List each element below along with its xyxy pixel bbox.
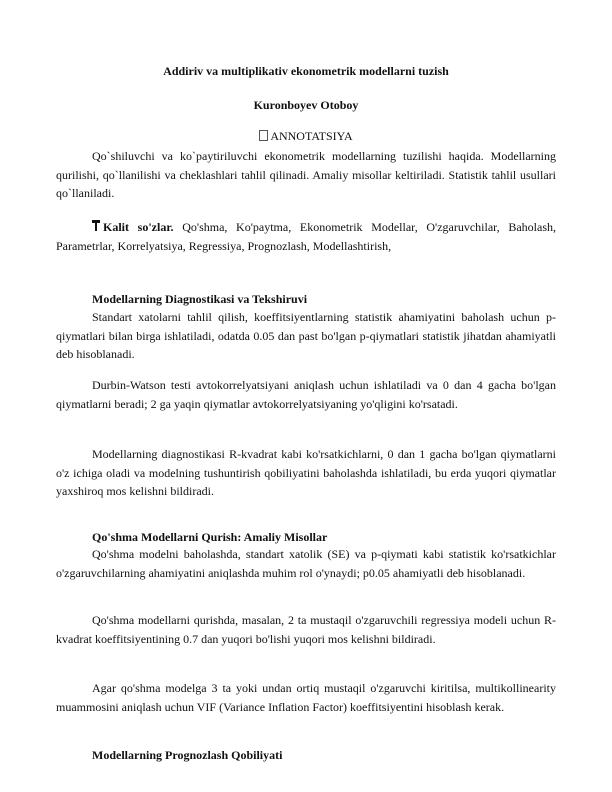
paragraph: Qo'shma modellarni qurishda, masalan, 2 ta mustaqil o'zgaruvchili regressiya modeli uchun R-kvadrat koeffitsiyentining 0.7 dan yuqori bo'lishi yuqori mos kelishni bildiradi. xyxy=(56,613,556,646)
section-heading-diagnostics: Modellarning Diagnostikasi va Tekshiruvi xyxy=(92,292,308,306)
keyword-pin-icon xyxy=(92,220,100,232)
paragraph: Modellarning diagnostikasi R-kvadrat kabi ko'rsatkichlarni, 0 dan 1 gacha bo'lgan qiymatlarni o'z ichiga oladi va modelning tushuntirish qobiliyatini baholashda ishlatiladi, bu erda yuqori qiymatlar yaxshiroq mos kelishni bildiradi. xyxy=(56,447,556,498)
paragraph: Agar qo'shma modelga 3 ta yoki undan ortiq mustaqil o'zgaruvchi kiritilsa, multikollinearity muammosini aniqlash uchun VIF (Variance Inflation Factor) koeffitsiyentini hisoblash kerak. xyxy=(56,681,556,714)
keywords-paragraph xyxy=(56,218,556,255)
annotation-heading-row xyxy=(0,129,612,144)
section-heading-practical-examples: Qo'shma Modellarni Qurish: Amaliy Misollar xyxy=(92,530,328,544)
keywords-label: Kalit so'zlar. xyxy=(103,220,174,234)
annotation-heading: ANNOTATSIYA xyxy=(270,129,353,143)
author-name: Kuronboyev Otoboy xyxy=(253,98,359,112)
keywords-text: Qo'shma, Ko'paytma, Ekonometrik Modellar, O'zgaruvchilar, Baholash, Parametrlar, Korrelyatsiya, Regressiya, Prognozlash, Modellashtirish, xyxy=(56,220,556,253)
annotation-text: Qo`shiluvchi va ko`paytiriluvchi ekonometrik modellarning tuzilishi haqida. Modellarning qurilishi, qo`llanilishi va cheklashlari tahlil qilinadi. Amaliy misollar keltiriladi. Statistik tahlil usullari qo`llaniladi. xyxy=(56,149,556,200)
placeholder-glyph-icon xyxy=(259,130,268,141)
paper-title: Addiriv va multiplikativ ekonometrik modellarni tuzish xyxy=(163,64,449,78)
paragraph: Standart xatolarni tahlil qilish, koeffitsiyentlarning statistik ahamiyatini baholash uchun p-qiymatlari bilan birga ishlatiladi, odatda 0.05 dan past bo'lgan p-qiymatlari statistik jihatdan ahamiyatli deb hisoblanadi. xyxy=(56,310,556,361)
paragraph: Qo'shma modelni baholashda, standart xatolik (SE) va p-qiymati kabi statistik ko'rsatkichlar o'zgaruvchilarning ahamiyatini aniqlashda muhim rol o'ynaydi; p0.05 ahamiyatli deb hisoblanadi. xyxy=(56,547,556,580)
paragraph: Durbin-Watson testi avtokorrelyatsiyani aniqlash uchun ishlatiladi va 0 dan 4 gacha bo'lgan qiymatlarni beradi; 2 ga yaqin qiymatlar avtokorrelyatsiyaning yo'qligini ko'rsatadi. xyxy=(56,378,556,411)
section-heading-forecasting: Modellarning Prognozlash Qobiliyati xyxy=(92,748,283,762)
